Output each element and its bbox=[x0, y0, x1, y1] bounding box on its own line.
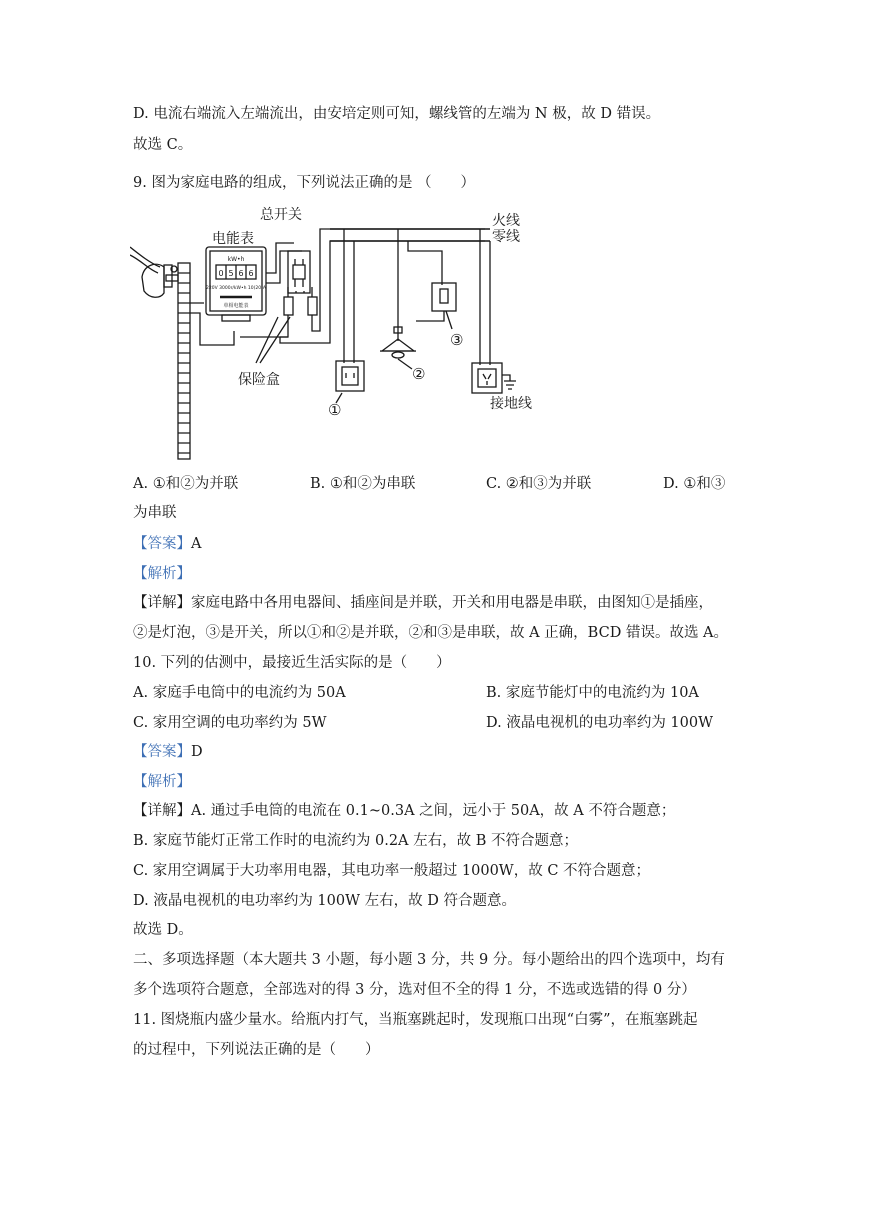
q9-option-d-wrap: 为串联 bbox=[133, 505, 177, 521]
section-2-heading: 二、多项选择题（本大题共 3 小题，每小题 3 分，共 9 分。每小题给出的四个选项中，均有 bbox=[133, 952, 725, 968]
neutral-wire-label: 零线 bbox=[492, 229, 520, 245]
household-circuit-figure bbox=[130, 203, 536, 461]
answer-tag: 【答案】 bbox=[133, 744, 191, 760]
main-switch-label: 总开关 bbox=[260, 207, 302, 223]
q9-option-c: C. ②和③为并联 bbox=[486, 476, 592, 492]
question-11-stem: 11. 图烧瓶内盛少量水。给瓶内打气，当瓶塞跳起时，发现瓶口出现“白雾”，在瓶塞跳起 bbox=[133, 1012, 698, 1028]
answer-tag: 【答案】 bbox=[133, 536, 191, 552]
q9-option-d: D. ①和③ bbox=[663, 476, 726, 492]
meter-spec-label: 220V 3000r/kW•h 10(20)A bbox=[206, 286, 266, 291]
live-wire-label: 火线 bbox=[492, 213, 520, 229]
q9-answer: A bbox=[191, 536, 202, 552]
item-3-label: ③ bbox=[450, 331, 464, 349]
q10-detail-text: A. 通过手电筒的电流在 0.1~0.3A 之间，远小于 50A，故 A 不符合题意； bbox=[191, 803, 676, 819]
q9-answer-line bbox=[133, 534, 201, 554]
paragraph-line: 故选 C。 bbox=[133, 137, 193, 153]
socket-icon bbox=[336, 361, 364, 391]
section-2-heading-cont: 多个选项符合题意，全部选对的得 3 分，选对但不全的得 1 分，不选或选错的得 0 分） bbox=[133, 982, 696, 998]
meter-label: 电能表 bbox=[212, 231, 254, 247]
q9-detail-line-2: ②是灯泡，③是开关，所以①和②是并联，②和③是串联，故 A 正确，BCD 错误。故选 A。 bbox=[133, 625, 729, 641]
q9-option-b: B. ①和②为串联 bbox=[310, 476, 416, 492]
q9-detail-text: 家庭电路中各用电器间、插座间是并联，开关和用电器是串联，由图知①是插座， bbox=[191, 595, 713, 611]
meter-digit: 6 bbox=[238, 269, 244, 278]
q10-analysis-line bbox=[133, 772, 191, 792]
analysis-tag: 【解析】 bbox=[133, 774, 191, 790]
question-9-stem: 9. 图为家庭电路的组成，下列说法正确的是 （ ） bbox=[133, 175, 476, 191]
q10-option-b: B. 家庭节能灯中的电流约为 10A bbox=[486, 685, 699, 701]
item-1-label: ① bbox=[328, 401, 342, 419]
meter-digit: 6 bbox=[248, 269, 254, 278]
detail-tag: 【详解】 bbox=[133, 595, 191, 611]
q9-analysis-line bbox=[133, 564, 191, 584]
ground-wire-label: 接地线 bbox=[490, 396, 532, 412]
q10-option-a: A. 家庭手电筒中的电流约为 50A bbox=[133, 685, 346, 701]
three-prong-socket-icon bbox=[472, 363, 516, 393]
q10-final-line: 故选 D。 bbox=[133, 922, 193, 938]
q10-option-d: D. 液晶电视机的电功率约为 100W bbox=[486, 715, 714, 731]
meter-digit: 0 bbox=[218, 269, 224, 278]
meter-unit-label: kW•h bbox=[227, 256, 245, 263]
meter-digit: 5 bbox=[228, 269, 234, 278]
question-11-stem-cont: 的过程中，下列说法正确的是（ ） bbox=[133, 1042, 380, 1058]
fuse-box-label: 保险盒 bbox=[238, 372, 280, 388]
paragraph-line: D. 电流右端流入左端流出，由安培定则可知，螺线管的左端为 N 极，故 D 错误。 bbox=[133, 106, 661, 122]
detail-tag: 【详解】 bbox=[133, 803, 191, 819]
q10-answer: D bbox=[191, 744, 203, 760]
meter-name-label: 单相电能表 bbox=[223, 303, 249, 309]
q9-option-a: A. ①和②为并联 bbox=[133, 476, 239, 492]
analysis-tag: 【解析】 bbox=[133, 566, 191, 582]
q10-option-c: C. 家用空调的电功率约为 5W bbox=[133, 715, 327, 731]
q10-answer-line bbox=[133, 742, 203, 762]
q9-detail-line bbox=[133, 593, 713, 613]
question-10-stem: 10. 下列的估测中，最接近生活实际的是（ ） bbox=[133, 655, 451, 671]
q10-detail-line-2: B. 家庭节能灯正常工作时的电流约为 0.2A 左右，故 B 不符合题意； bbox=[133, 833, 578, 849]
q10-detail-line bbox=[133, 801, 675, 821]
item-2-label: ② bbox=[412, 365, 426, 383]
brick-wall-icon bbox=[178, 263, 190, 459]
main-switch-icon bbox=[288, 251, 310, 293]
q10-detail-line-3: C. 家用空调属于大功率用电器，其电功率一般超过 1000W，故 C 不符合题意； bbox=[133, 863, 651, 879]
incoming-line-insulator-icon bbox=[130, 247, 178, 297]
wall-switch-icon bbox=[432, 283, 456, 311]
q10-detail-line-4: D. 液晶电视机的电功率约为 100W 左右，故 D 符合题意。 bbox=[133, 893, 516, 909]
lamp-icon bbox=[380, 327, 416, 358]
